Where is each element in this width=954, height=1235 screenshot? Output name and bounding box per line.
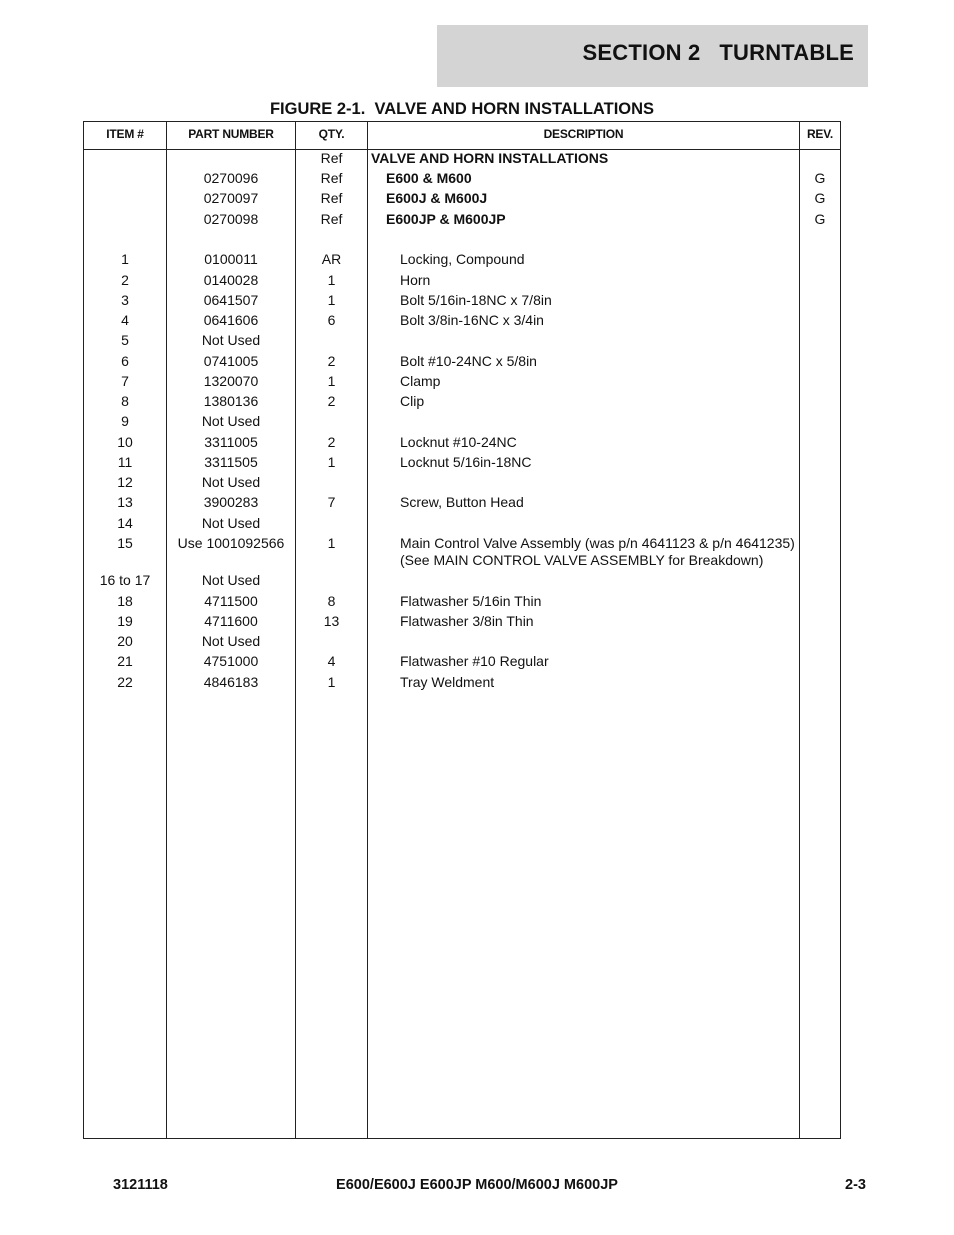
cell-description: E600J & M600J [386,190,488,206]
cell-part-number: Not Used [201,413,261,429]
header-description: DESCRIPTION [543,127,624,141]
cell-description: Flatwasher 5/16in Thin [400,593,542,609]
cell-rev: G [814,190,826,206]
cell-item: 20 [117,633,133,649]
cell-item: 14 [117,515,133,531]
cell-qty: 4 [327,653,336,669]
figure-title: FIGURE 2-1. VALVE AND HORN INSTALLATIONS [269,100,655,118]
cell-part-number: 4846183 [203,674,259,690]
cell-part-number: Not Used [201,474,261,490]
header-item: ITEM # [106,127,144,141]
cell-part-number: 1380136 [203,393,259,409]
cell-part-number: 3311005 [204,434,258,450]
cell-part-number: 0140028 [203,272,259,288]
parts-table [83,121,841,1139]
section-header [437,25,868,87]
cell-qty: 8 [327,593,336,609]
cell-description: Flatwasher #10 Regular [400,653,549,669]
cell-part-number: 3311505 [204,454,258,470]
cell-part-number: Not Used [201,572,261,588]
cell-item: 22 [117,674,133,690]
header-qty: QTY. [318,127,345,141]
cell-part-number: 3900283 [203,494,259,510]
cell-item: 12 [117,474,133,490]
cell-description: Clip [400,393,425,409]
cell-item: 6 [121,353,129,369]
cell-description: Bolt 3/8in-16NC x 3/4in [400,312,544,328]
cell-item: 3 [121,292,129,308]
cell-qty: 1 [327,535,336,551]
cell-item: 1 [121,251,129,267]
cell-description: Flatwasher 3/8in Thin [400,613,534,629]
cell-description: Locknut #10-24NC [400,434,517,450]
cell-qty: Ref [320,190,343,206]
cell-item: 16 to 17 [99,572,151,588]
cell-qty: 2 [327,353,336,369]
header-part-number: PART NUMBER [188,127,274,141]
cell-item: 8 [121,393,129,409]
cell-description: E600JP & M600JP [386,211,506,227]
cell-qty: Ref [320,211,343,227]
cell-qty: 13 [323,613,340,629]
section-title: SECTION 2 TURNTABLE [582,40,854,65]
header-rev: REV. [806,127,834,141]
cell-rev: G [814,170,826,186]
cell-rev: G [814,211,826,227]
cell-item: 15 [117,535,133,551]
cell-part-number: 0270098 [203,211,259,227]
cell-item: 2 [121,272,129,288]
cell-qty: 7 [327,494,336,510]
cell-qty: 2 [327,434,336,450]
cell-qty: Ref [320,150,343,166]
cell-part-number: 0741005 [203,353,259,369]
cell-description: Locking, Compound [400,251,525,267]
cell-description: VALVE AND HORN INSTALLATIONS [371,150,609,166]
cell-qty: 6 [327,312,336,328]
cell-qty: 1 [327,674,336,690]
cell-description: Screw, Button Head [400,494,524,510]
cell-qty: 2 [327,393,336,409]
cell-part-number: 4711500 [204,593,258,609]
cell-description: Tray Weldment [400,674,495,690]
cell-part-number: Not Used [201,633,261,649]
cell-part-number: 0641606 [203,312,259,328]
cell-qty: 1 [327,292,336,308]
cell-description: Locknut 5/16in-18NC [400,454,532,470]
cell-description: Main Control Valve Assembly (was p/n 4641123 & p/n 4641235) (See MAIN CONTROL VALVE ASSEMBLY for Breakdown) [400,535,795,568]
cell-qty: 1 [327,272,336,288]
cell-part-number: 0270096 [203,170,259,186]
cell-item: 13 [117,494,133,510]
cell-item: 18 [117,593,133,609]
cell-qty: Ref [320,170,343,186]
cell-item: 19 [117,613,133,629]
cell-part-number: 1320070 [203,373,259,389]
cell-qty: AR [321,251,342,267]
cell-description: Bolt #10-24NC x 5/8in [400,353,537,369]
cell-description: E600 & M600 [386,170,472,186]
cell-part-number: Not Used [201,515,261,531]
cell-part-number: 0100011 [204,251,258,267]
cell-item: 11 [117,454,133,470]
cell-part-number: Use 1001092566 [177,535,285,551]
cell-qty: 1 [327,373,336,389]
cell-item: 10 [117,434,133,450]
footer-doc-number: 3121118 [113,1177,168,1193]
footer-page-number: 2-3 [845,1177,866,1193]
cell-part-number: 0641507 [203,292,259,308]
cell-description: Clamp [400,373,441,389]
footer-models: E600/E600J E600JP M600/M600J M600JP [336,1177,618,1193]
cell-description: Bolt 5/16in-18NC x 7/8in [400,292,552,308]
cell-qty: 1 [327,454,336,470]
cell-description: Horn [400,272,431,288]
cell-item: 4 [121,312,129,328]
cell-item: 9 [121,413,129,429]
cell-item: 21 [117,653,133,669]
cell-part-number: 4711600 [204,613,258,629]
cell-item: 7 [121,373,129,389]
cell-part-number: 4751000 [203,653,259,669]
cell-item: 5 [121,332,129,348]
cell-part-number: 0270097 [203,190,259,206]
cell-part-number: Not Used [201,332,261,348]
